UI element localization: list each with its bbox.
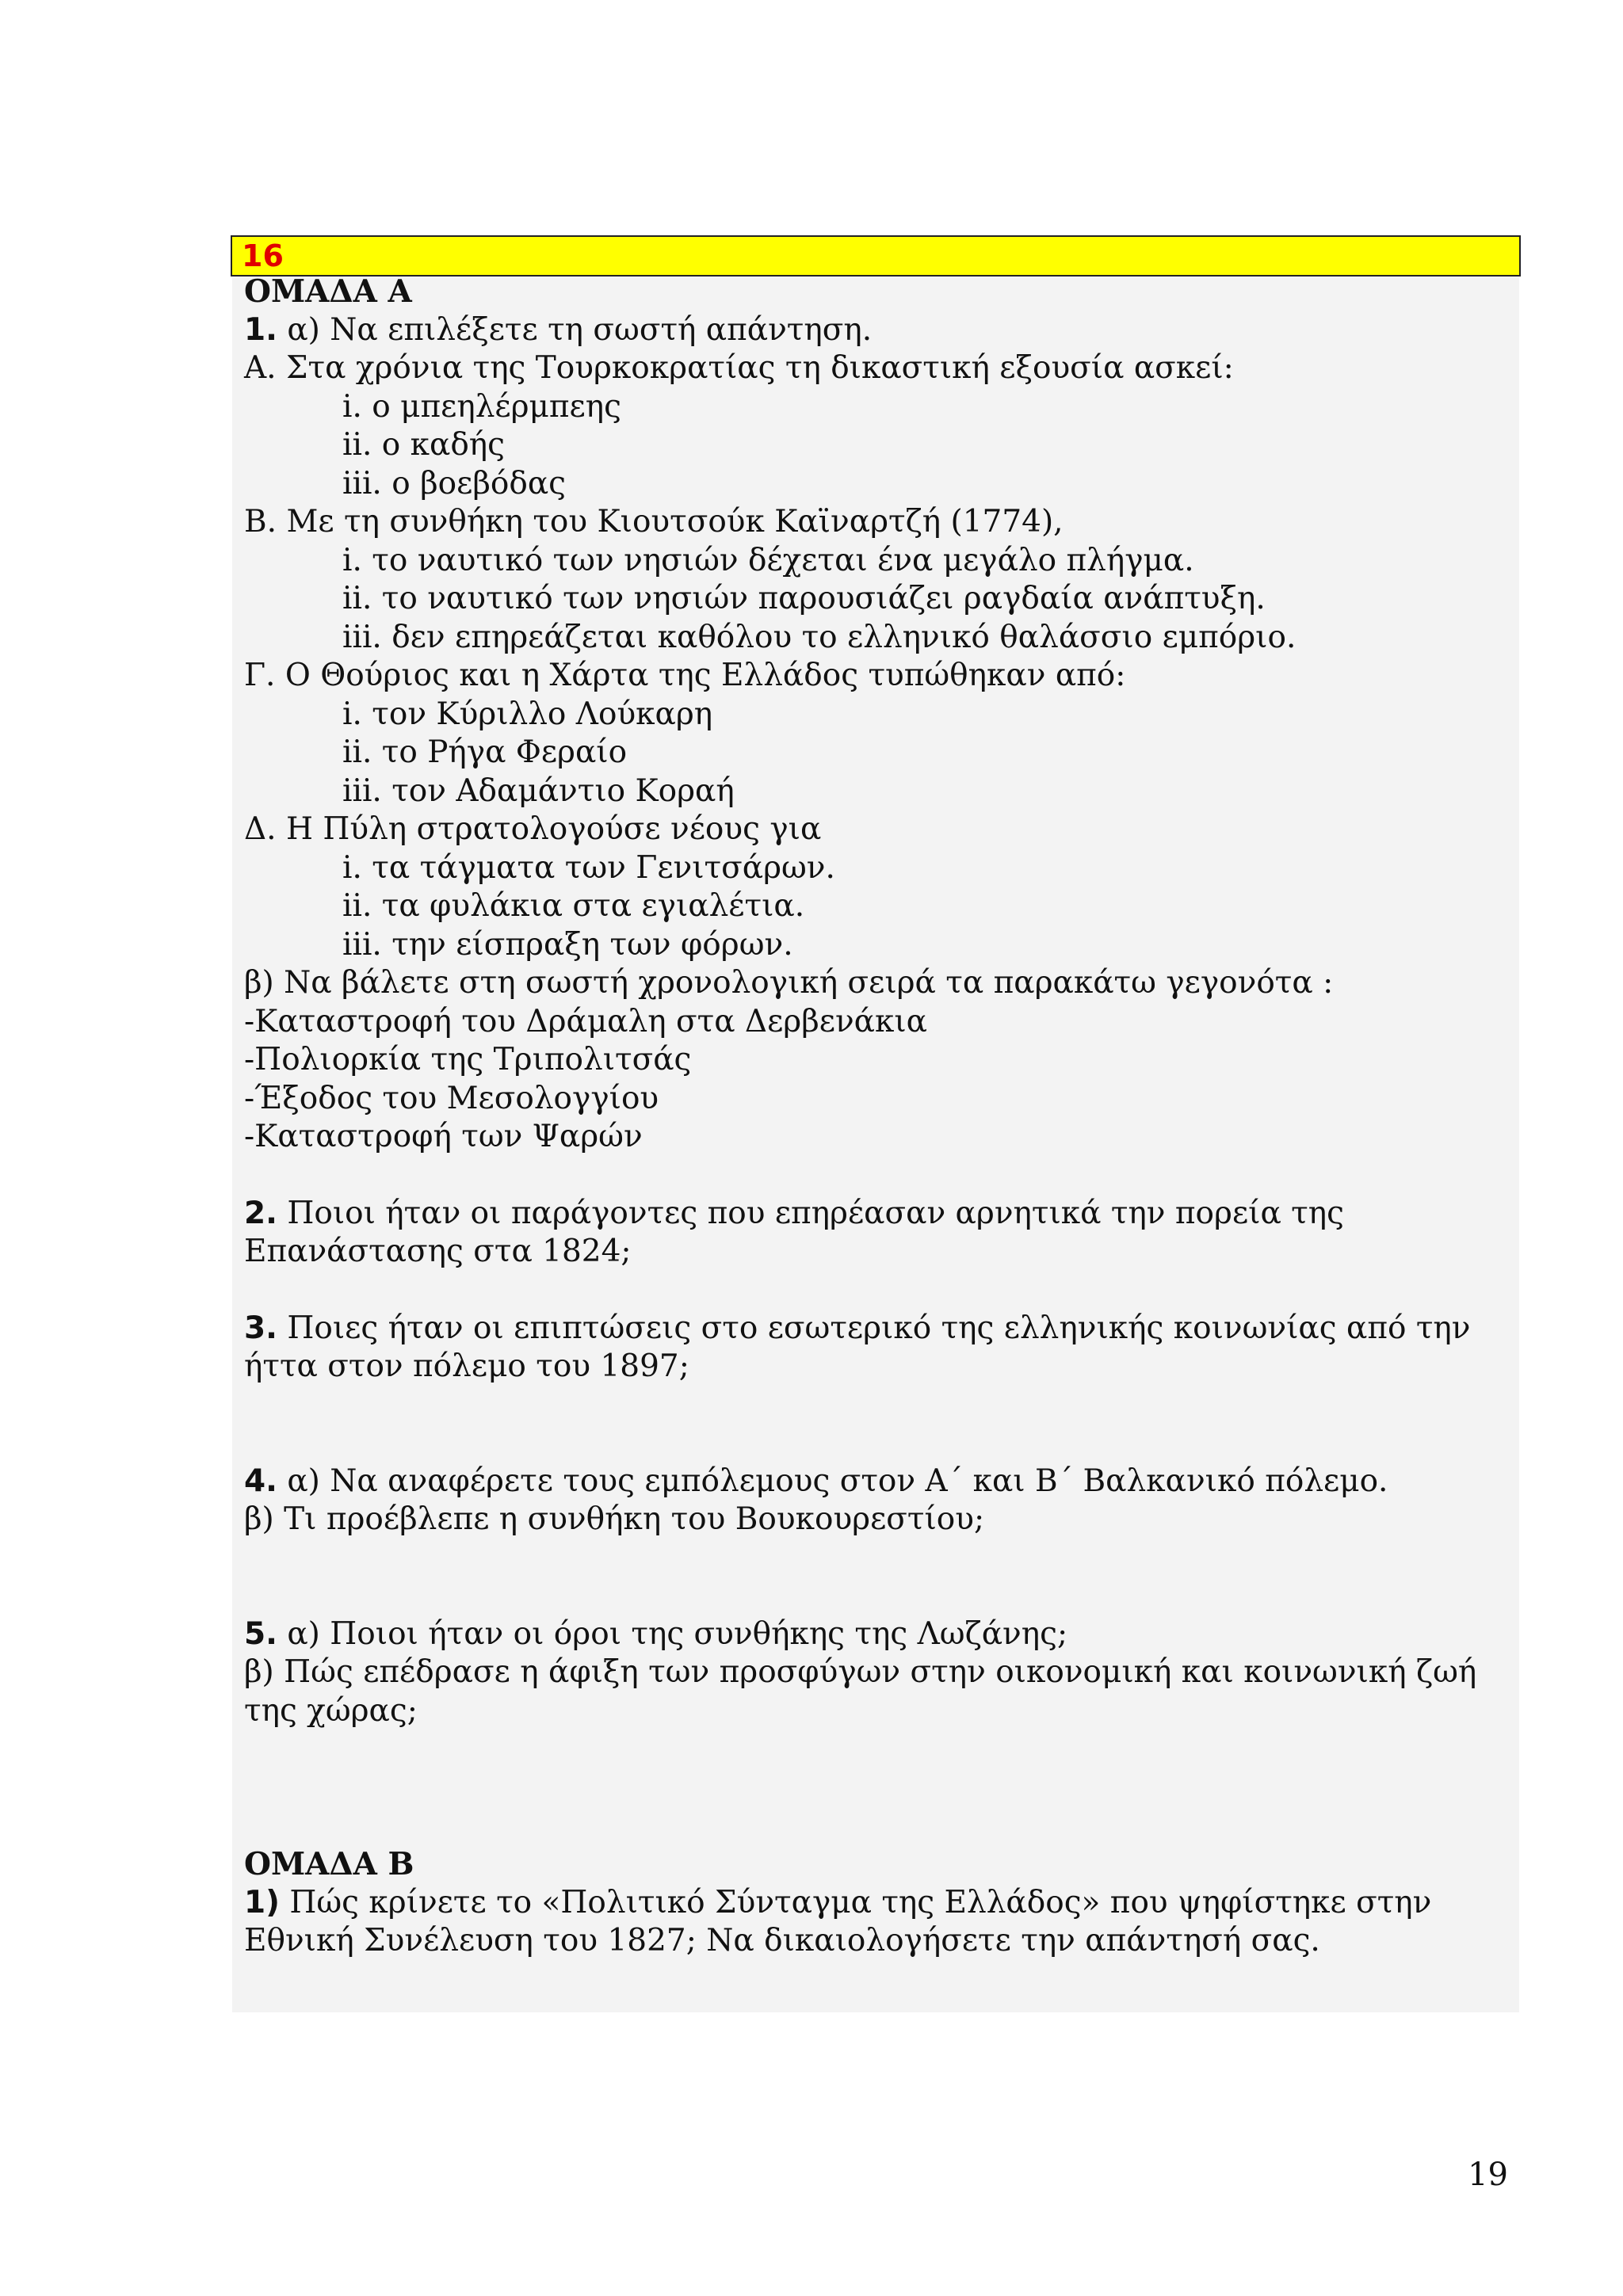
item-b-option: i. το ναυτικό των νησιών δέχεται ένα μεγάλο πλήγμα. [342, 542, 1194, 578]
question-1-intro: 1. α) Να επιλέξετε τη σωστή απάντηση. [244, 311, 873, 348]
group-a-title: ΟΜΑΔΑ Α [244, 273, 412, 310]
question-2: 2. Ποιοι ήταν οι παράγοντες που επηρέασαν αρνητικά την πορεία της Επανάστασης στα 1824; [244, 1195, 1344, 1269]
item-d-stem: Δ. Η Πύλη στρατολογούσε νέους για [244, 811, 822, 847]
question-4-number: 4. [244, 1463, 277, 1499]
item-c-option: i. τον Κύριλλο Λούκαρη [342, 696, 713, 732]
item-a-option: i. ο μπεηλέρμπεης [342, 388, 621, 425]
question-1-part-b: β) Να βάλετε στη σωστή χρονολογική σειρά τα παρακάτω γεγονότα : [244, 965, 1334, 1001]
item-c-stem: Γ. Ο Θούριος και η Χάρτα της Ελλάδος τυπώθηκαν από: [244, 658, 1126, 693]
item-d-option: iii. την είσπραξη των φόρων. [342, 926, 793, 963]
question-1-number: 1. [244, 311, 277, 348]
question-5-part-a: 5. α) Ποιοι ήταν οι όροι της συνθήκης της Λωζάνης; [244, 1615, 1068, 1652]
item-c-option: iii. τον Αδαμάντιο Κοραή [342, 772, 735, 809]
item-b-option: iii. δεν επηρεάζεται καθόλου το ελληνικό θαλάσσιο εμπόριο. [342, 619, 1296, 655]
question-3: 3. Ποιες ήταν οι επιπτώσεις στο εσωτερικό της ελληνικής κοινωνίας από την ήττα στον πόλεμο του 1897; [244, 1310, 1471, 1384]
group-b-title: ΟΜΑΔΑ Β [244, 1846, 414, 1882]
section-header-band [231, 235, 1521, 277]
question-4-part-a: 4. α) Να αναφέρετε τους εμπόλεμους στον Α΄ και Β΄ Βαλκανικό πόλεμο. [244, 1463, 1388, 1499]
item-d-option: ii. τα φυλάκια στα εγιαλέτια. [342, 888, 805, 924]
item-a-stem: Α. Στα χρόνια της Τουρκοκρατίας τη δικαστική εξουσία ασκεί: [244, 350, 1234, 386]
section-number: 16 [242, 238, 284, 273]
event-item: -Έξοδος του Μεσολογγίου [244, 1080, 659, 1116]
item-d-option: i. τα τάγματα των Γενιτσάρων. [342, 849, 835, 886]
group-b-question-1-number: 1) [244, 1884, 280, 1920]
group-b-question-1: 1) Πώς κρίνετε το «Πολιτικό Σύνταγμα της Ελλάδος» που ψηφίστηκε στην Εθνική Συνέλευση του 1827; Να δικαιολογήσετε την απάντησή σας. [244, 1884, 1432, 1958]
item-a-option: ii. ο καδής [342, 427, 506, 463]
event-item: -Καταστροφή του Δράμαλη στα Δερβενάκια [244, 1003, 928, 1039]
question-3-number: 3. [244, 1310, 277, 1346]
item-b-stem: Β. Με τη συνθήκη του Κιουτσούκ Καϊναρτζή (1774), [244, 504, 1064, 540]
question-5-part-b: β) Πώς επέδρασε η άφιξη των προσφύγων στην οικονομική και κοινωνική ζωή της χώρας; [244, 1654, 1477, 1729]
item-c-option: ii. το Ρήγα Φεραίο [342, 734, 628, 770]
question-4-part-b: β) Τι προέβλεπε η συνθήκη του Βουκουρεστίου; [244, 1501, 985, 1537]
question-2-number: 2. [244, 1195, 277, 1231]
item-a-option: iii. ο βοεβόδας [342, 465, 567, 502]
page-number: 19 [1468, 2157, 1508, 2193]
item-b-option: ii. το ναυτικό των νησιών παρουσιάζει ραγδαία ανάπτυξη. [342, 581, 1266, 616]
event-item: -Πολιορκία της Τριπολιτσάς [244, 1042, 692, 1077]
event-item: -Καταστροφή των Ψαρών [244, 1119, 643, 1154]
question-5-number: 5. [244, 1615, 277, 1652]
exam-content [244, 273, 1512, 1961]
